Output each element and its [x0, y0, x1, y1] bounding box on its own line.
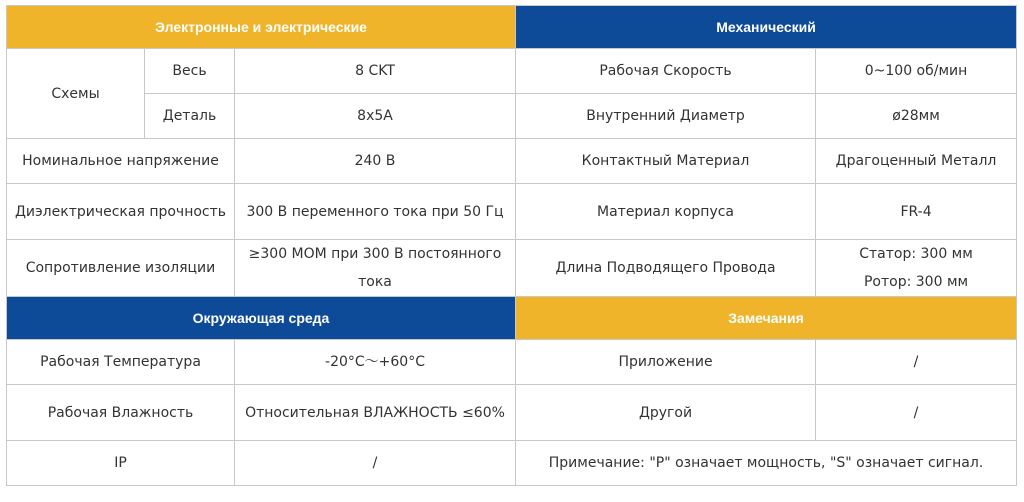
speed-label: Рабочая Скорость — [516, 49, 816, 94]
voltage-label: Номинальное напряжение — [7, 139, 235, 184]
circuits-series-label: Весь — [145, 49, 235, 94]
housing-value: FR-4 — [816, 184, 1017, 240]
voltage-value: 240 В — [235, 139, 516, 184]
table-row — [7, 240, 1017, 297]
lead-value — [816, 240, 1017, 297]
table-row — [7, 139, 1017, 184]
humidity-value: Относительная ВЛАЖНОСТЬ ≤60% — [235, 385, 516, 441]
section-environment-header: Окружающая среда — [7, 297, 516, 340]
spec-table — [6, 5, 1017, 486]
other-label: Другой — [516, 385, 816, 441]
header-row-1 — [7, 6, 1017, 49]
lead-label: Длина Подводящего Провода — [516, 240, 816, 297]
table-row — [7, 184, 1017, 240]
remarks-note: Примечание: "P" означает мощность, "S" означает сигнал. — [516, 441, 1017, 486]
table-row — [7, 385, 1017, 441]
table-row — [7, 49, 1017, 94]
section-remarks-header: Замечания — [516, 297, 1017, 340]
dielectric-value: 300 В переменного тока при 50 Гц — [235, 184, 516, 240]
header-row-2 — [7, 297, 1017, 340]
lead-stator: Статор: 300 мм — [859, 246, 973, 262]
ip-value: / — [235, 441, 516, 486]
ip-label: IP — [7, 441, 235, 486]
contact-value: Драгоценный Металл — [816, 139, 1017, 184]
other-value: / — [816, 385, 1017, 441]
temperature-label: Рабочая Температура — [7, 340, 235, 385]
inner-diameter-value: ø28мм — [816, 94, 1017, 139]
insulation-value: ≥300 МОМ при 300 В постоянного тока — [235, 240, 516, 297]
table-row — [7, 441, 1017, 486]
circuits-detail-label: Деталь — [145, 94, 235, 139]
dielectric-label: Диэлектрическая прочность — [7, 184, 235, 240]
table-row — [7, 94, 1017, 139]
humidity-label: Рабочая Влажность — [7, 385, 235, 441]
inner-diameter-label: Внутренний Диаметр — [516, 94, 816, 139]
application-label: Приложение — [516, 340, 816, 385]
insulation-label: Сопротивление изоляции — [7, 240, 235, 297]
housing-label: Материал корпуса — [516, 184, 816, 240]
circuits-detail-value: 8x5A — [235, 94, 516, 139]
lead-rotor: Ротор: 300 мм — [863, 274, 969, 290]
circuits-series-value: 8 CKT — [235, 49, 516, 94]
section-mechanical-header: Механический — [516, 6, 1017, 49]
application-value: / — [816, 340, 1017, 385]
table-row — [7, 340, 1017, 385]
speed-value: 0~100 об/мин — [816, 49, 1017, 94]
temperature-value: -20°C～+60°C — [235, 340, 516, 385]
circuits-label: Схемы — [7, 49, 145, 139]
contact-label: Контактный Материал — [516, 139, 816, 184]
section-electrical-header: Электронные и электрические — [7, 6, 516, 49]
